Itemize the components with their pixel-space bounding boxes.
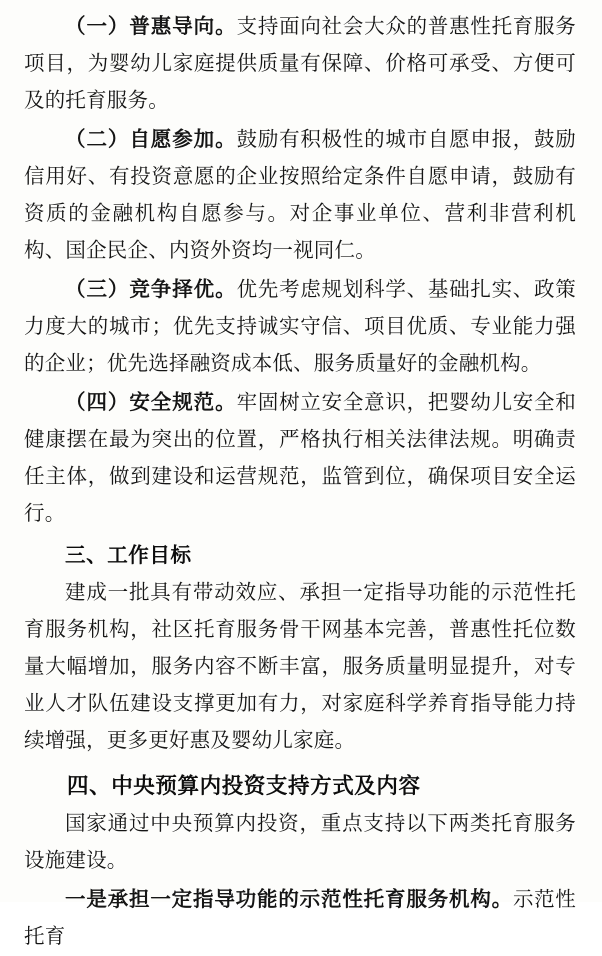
paragraph-jingzheng-body: 优先考虑规划科学、基础扎实、政策力度大的城市；优先支持诚实守信、项目优质、专业能力强的企业；优先选择融资成本低、服务质量好的金融机构。 xyxy=(24,279,577,375)
section-heading-four: 四、中央预算内投资支持方式及内容 xyxy=(67,774,421,798)
paragraph-puhui-body: 支持面向社会大众的普惠性托育服务项目，为婴幼儿家庭提供质量有保障、价格可承受、方便可及的托育服务。 xyxy=(24,16,577,112)
paragraph-puhui-lead: （一）普惠导向。 xyxy=(65,15,237,38)
paragraph-ziyuan-lead: （二）自愿参加。 xyxy=(65,128,237,151)
paragraph-item-one xyxy=(24,881,576,956)
paragraph-jingzheng xyxy=(24,271,576,383)
paragraph-anquan xyxy=(24,384,576,533)
paragraph-anquan-lead: （四）安全规范。 xyxy=(65,391,237,414)
paragraph-puhui xyxy=(24,8,576,120)
section-heading-three: 三、工作目标 xyxy=(65,544,192,567)
paragraph-ziyuan xyxy=(24,121,576,270)
paragraph-section-three: 建成一批具有带动效应、承担一定指导功能的示范性托育服务机构，社区托育服务骨干网基本完善，普惠性托位数量大幅增加，服务内容不断丰富，服务质量明显提升，对专业人才队伍建设支撑更加有力，对家庭科学养育指导能力持续增强，更多更好惠及婴幼儿家庭。 xyxy=(24,582,576,752)
paragraph-item-one-body: 示范性托育 xyxy=(24,889,576,948)
paragraph-jingzheng-lead: （三）竞争择优。 xyxy=(65,278,237,301)
paragraph-item-one-lead: 一是承担一定指导功能的示范性托育服务机构。 xyxy=(65,888,514,911)
paragraph-ziyuan-body: 鼓励有积极性的城市自愿申报，鼓励信用好、有投资意愿的企业按照给定条件自愿申请，鼓励有资质的金融机构自愿参与。对企事业单位、营利非营利机构、国企民企、内资外资均一视同仁。 xyxy=(24,129,577,262)
paragraph-section-four: 国家通过中央预算内投资，重点支持以下两类托育服务设施建设。 xyxy=(24,813,576,872)
paragraph-anquan-body: 牢固树立安全意识，把婴幼儿安全和健康摆在最为突出的位置，严格执行相关法律法规。明确责任主体，做到建设和运营规范，监管到位，确保项目安全运行。 xyxy=(24,392,577,525)
